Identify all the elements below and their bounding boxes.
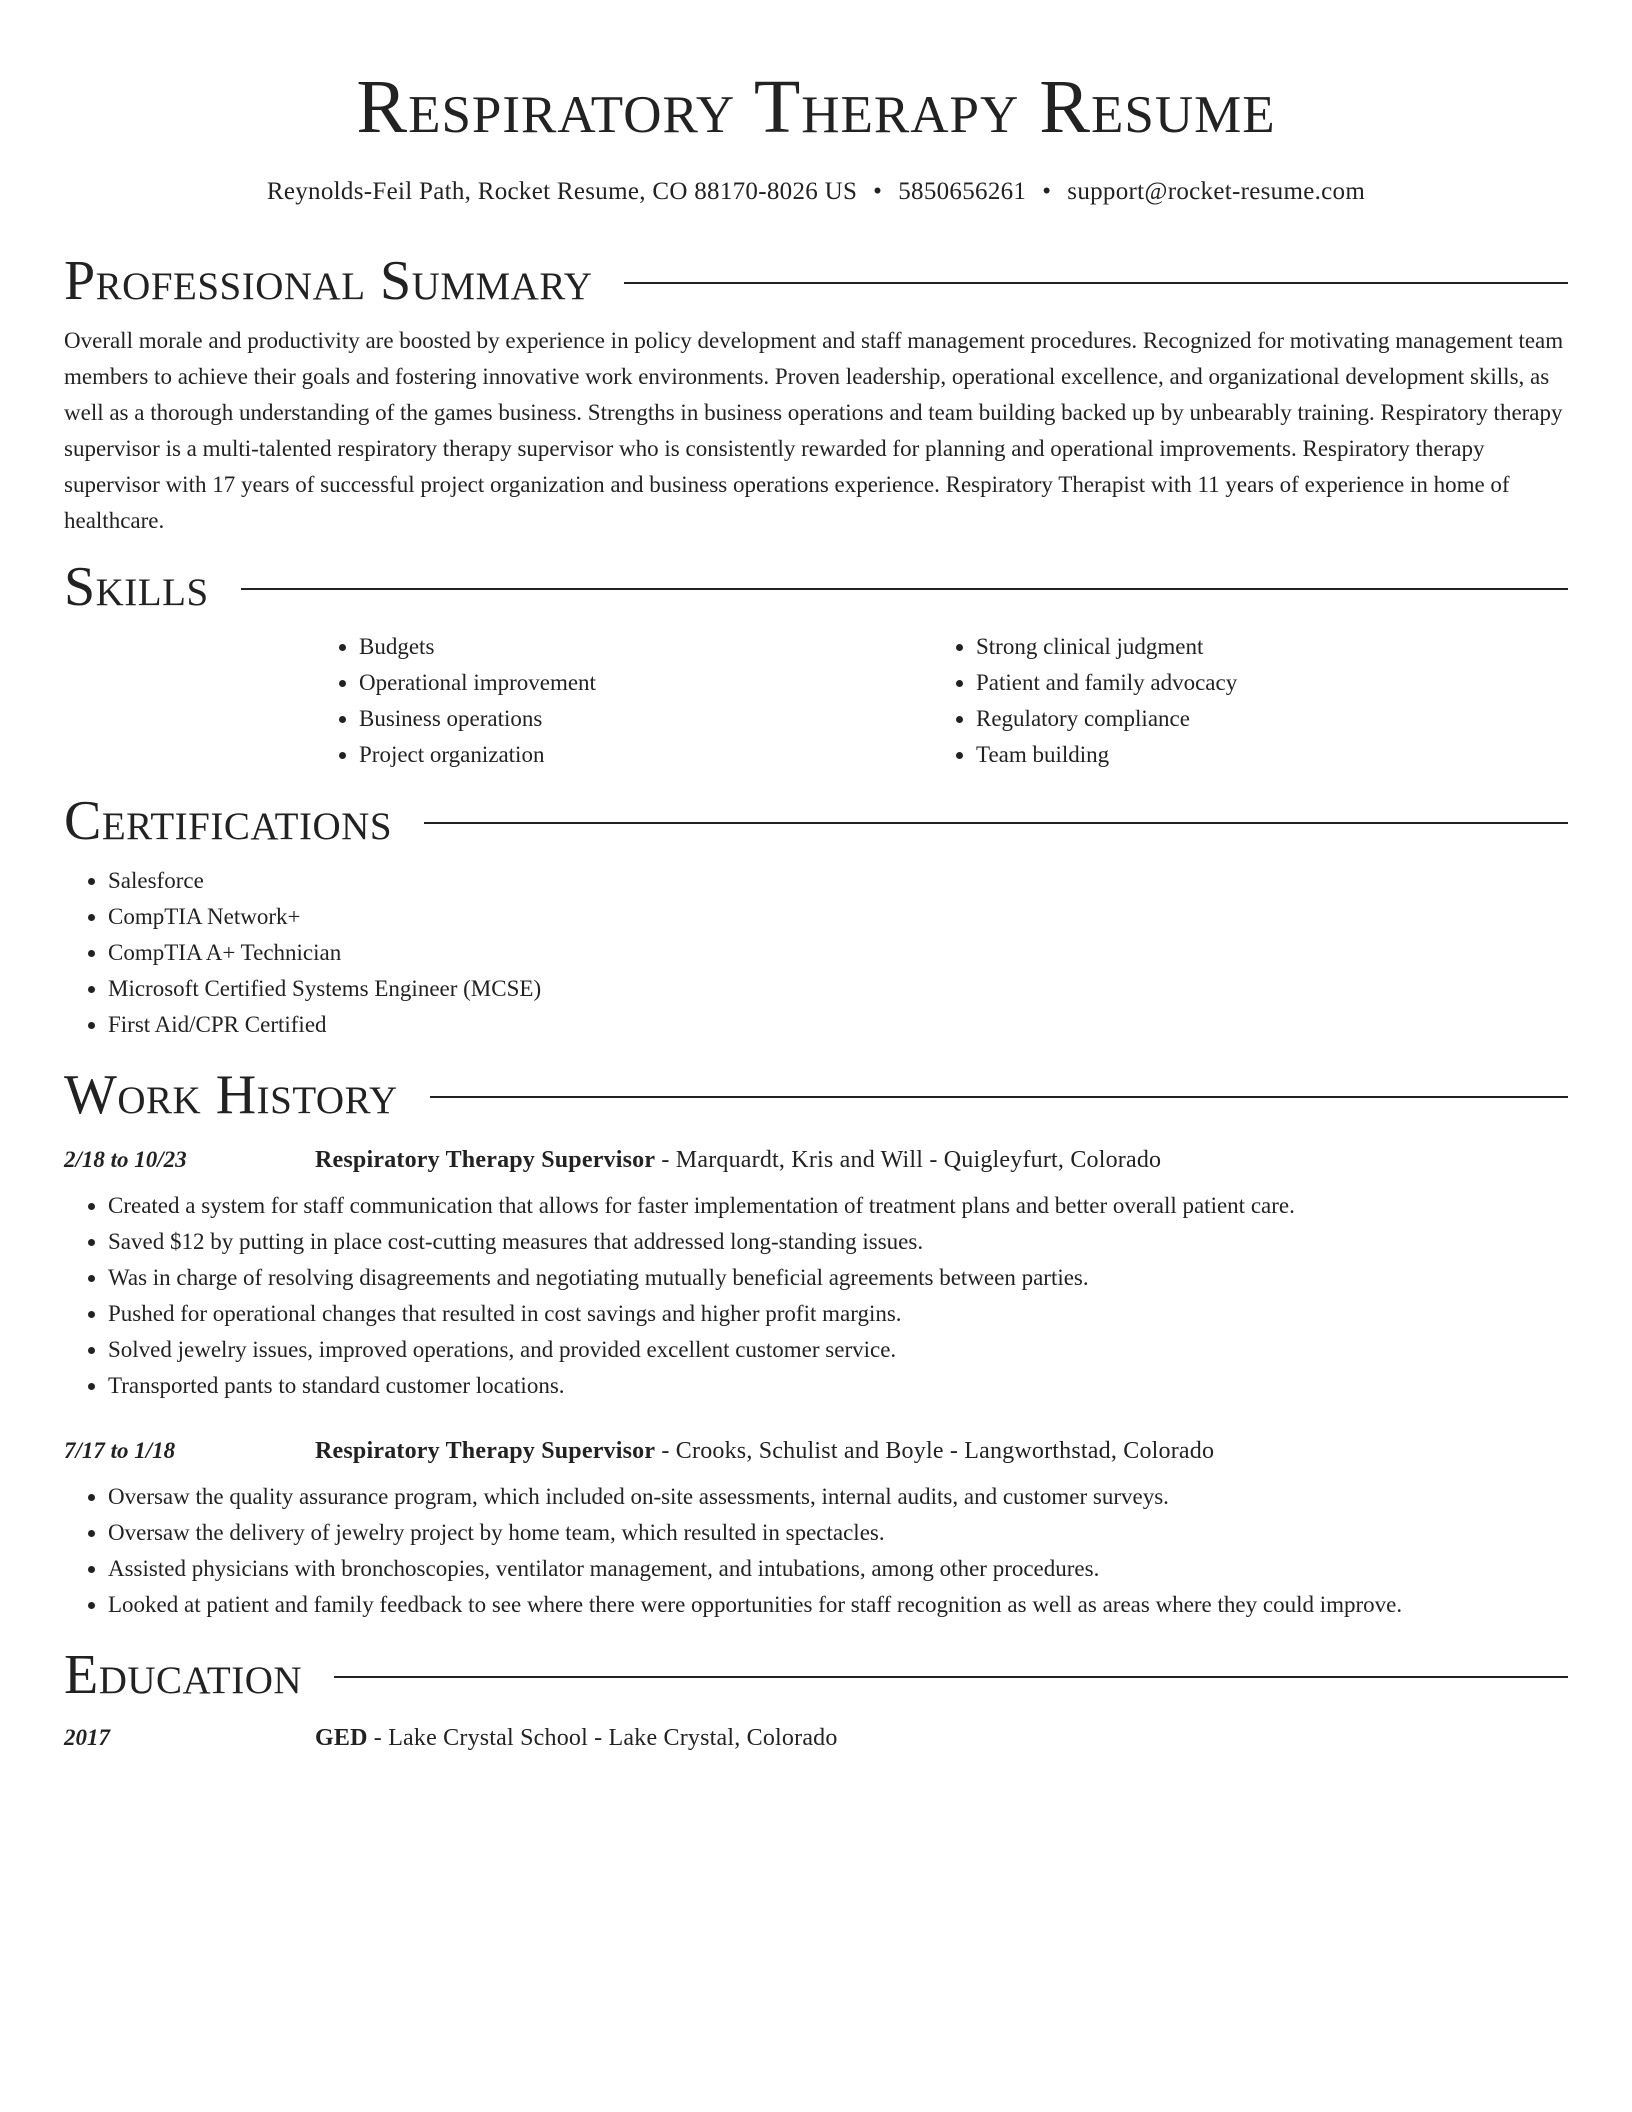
contact-line [64,176,1568,208]
education-school: - Lake Crystal School - Lake Crystal, Colorado [367,1725,838,1751]
summary-heading: Professional Summary [64,250,593,312]
job-bullet: • Saved $12 by putting in place cost-cutting measures that addressed long-standing issues. [108,1224,1568,1260]
section-divider [334,1676,1568,1678]
skills-list-right [932,629,1549,773]
job-bullet: • Transported pants to standard customer locations. [108,1368,1568,1404]
section-divider [241,588,1568,590]
job-bullet: • Created a system for staff communication that allows for faster implementation of treatment plans and better overall patient care. [108,1188,1568,1224]
skill-item: • Business operations [359,701,932,737]
education-detail [315,1725,838,1752]
contact-separator: • [1042,178,1052,205]
job-bullet: • Oversaw the delivery of jewelry project by home team, which resulted in spectacles. [108,1515,1568,1551]
skills-heading: Skills [64,556,209,618]
job-title: Respiratory Therapy Supervisor [315,1147,656,1173]
job-title: Respiratory Therapy Supervisor [315,1438,656,1464]
contact-separator: • [873,178,883,205]
skills-list-left [315,629,932,773]
section-divider [424,822,1568,824]
skill-item: • Regulatory compliance [976,701,1549,737]
certification-item: • CompTIA Network+ [108,899,1568,935]
work-heading: Work History [64,1064,398,1126]
skill-item: • Team building [976,737,1549,773]
work-section-header [64,1063,1568,1127]
job-bullet: • Solved jewelry issues, improved operations, and provided excellent customer service. [108,1332,1568,1368]
certifications-heading: Certifications [64,790,393,852]
certification-item: • CompTIA A+ Technician [108,935,1568,971]
job-bullet: • Was in charge of resolving disagreements and negotiating mutually beneficial agreements between parties. [108,1260,1568,1296]
contact-address: Reynolds-Feil Path, Rocket Resume, CO 88170-8026 US [266,178,858,205]
contact-email: support@rocket-resume.com [1067,178,1366,205]
skills-right-column [932,629,1549,773]
job-role [315,1438,1214,1465]
job-entry [64,1438,1568,1465]
job-bullet: • Looked at patient and family feedback to see where there were opportunities for staff recognition as well as areas where they could improve. [108,1587,1568,1623]
job-bullet: • Oversaw the quality assurance program, which included on-site assessments, internal audits, and customer surveys. [108,1479,1568,1515]
certification-item: • Microsoft Certified Systems Engineer (MCSE) [108,971,1568,1007]
job-dates: 2/18 to 10/23 [64,1147,187,1172]
skill-item: • Project organization [359,737,932,773]
summary-section-header [64,249,1568,313]
skills-section-header [64,555,1568,619]
resume-title: Respiratory Therapy Resume [356,65,1276,149]
job-employer: - Marquardt, Kris and Will - Quigleyfurt, Colorado [655,1147,1162,1173]
job-bullet: • Assisted physicians with bronchoscopies, ventilator management, and intubations, among other procedures. [108,1551,1568,1587]
job-bullets [64,1188,1568,1404]
education-heading: Education [64,1644,303,1706]
resume-page [64,0,1568,1752]
job-role [315,1147,1161,1174]
certifications-list [64,863,1568,1043]
education-year: 2017 [64,1725,110,1750]
contact-phone: 5850656261 [898,178,1027,205]
job-bullets [64,1479,1568,1623]
job-entry [64,1147,1568,1174]
skills-left-column [315,629,932,773]
job-bullet: • Pushed for operational changes that resulted in cost savings and higher profit margins. [108,1296,1568,1332]
job-employer: - Crooks, Schulist and Boyle - Langworthstad, Colorado [655,1438,1215,1464]
summary-text: Overall morale and productivity are boosted by experience in policy development and staff management procedures. Recognized for motivating management team members to achieve their goals and fostering innovative work environments. Proven leadership, operational excellence, and organizational development skills, as well as a thorough understanding of the games business. Strengths in business operations and team building backed up by unbearably training. Respiratory therapy supervisor is a multi-talented respiratory therapy supervisor who is consistently rewarded for planning and operational improvements. Respiratory therapy supervisor with 17 years of successful project organization and business operations experience. Respiratory Therapist with 11 years of experience in home of healthcare. [64,328,1564,533]
skill-item: • Operational improvement [359,665,932,701]
skill-item: • Strong clinical judgment [976,629,1549,665]
section-divider [430,1096,1568,1098]
skill-item: • Budgets [359,629,932,665]
education-entry [64,1725,1568,1752]
skills-columns [315,629,1568,773]
job-dates: 7/17 to 1/18 [64,1438,176,1463]
education-degree: GED [315,1725,368,1751]
certification-item: • First Aid/CPR Certified [108,1007,1568,1043]
skill-item: • Patient and family advocacy [976,665,1549,701]
certifications-section-header [64,789,1568,853]
certification-item: • Salesforce [108,863,1568,899]
education-section-header [64,1643,1568,1707]
section-divider [624,282,1568,284]
